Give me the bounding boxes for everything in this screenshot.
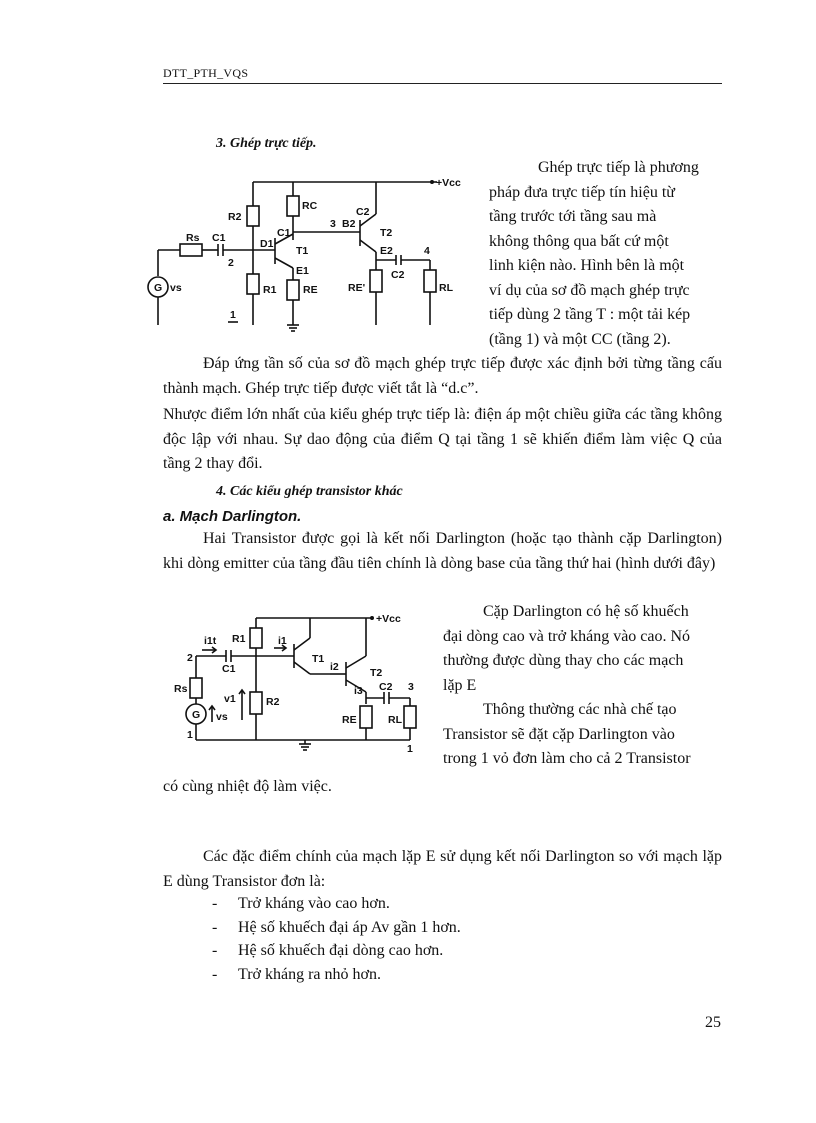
fig1-node1-label: 1 <box>230 309 236 321</box>
fig1-node4-label: 4 <box>424 245 430 257</box>
fig1-c1-label: C1 <box>212 232 226 244</box>
fig1-r2-label: R2 <box>228 211 242 223</box>
list-item: - Hệ số khuếch đại dòng cao hơn. <box>212 939 461 963</box>
section-3-title: 3. Ghép trực tiếp. <box>216 136 317 151</box>
fig2-node1-left-label: 1 <box>187 729 193 741</box>
side-line: Cặp Darlington có hệ số khuếch <box>483 603 689 620</box>
fig2-t2-label: T2 <box>370 667 383 679</box>
fig2-re-label: RE <box>342 714 357 726</box>
fig2-node3-label: 3 <box>408 681 414 693</box>
list-item: - Trở kháng ra nhỏ hơn. <box>212 963 461 987</box>
side-line: trong 1 vỏ đơn làm cho cả 2 Transistor <box>443 750 691 767</box>
fig1-b2-label: B2 <box>342 218 356 230</box>
fig1-vs-label: vs <box>170 282 182 294</box>
fig1-e1-label: E1 <box>296 265 309 277</box>
intro-line: (tầng 1) và một CC (tầng 2). <box>489 330 671 348</box>
fig1-e2-label: E2 <box>380 245 393 257</box>
fig2-c2-label: C2 <box>379 681 393 693</box>
fig1-t1-label: T1 <box>296 245 309 257</box>
list-item: - Trở kháng vào cao hơn. <box>212 892 461 916</box>
darlington-paragraph: Hai Transistor được gọi là kết nối Darlington (hoặc tạo thành cặp Darlington) khi dòng emitter của tầng đầu tiên chính là dòng base của tầng thứ hai (hình dưới đây) <box>163 530 722 572</box>
fig2-i1t-label: i1t <box>204 635 217 647</box>
fig1-t2-label: T2 <box>380 227 393 239</box>
intro-line: tầng trước tới tầng sau mà <box>489 208 657 225</box>
header-rule <box>163 83 722 84</box>
fig1-c1b-label: C1 <box>277 227 291 239</box>
fig1-r1-label: R1 <box>263 284 277 296</box>
fig2-i1-label: i1 <box>278 635 287 647</box>
intro-line: pháp đưa trực tiếp tín hiệu từ <box>489 183 675 201</box>
fig1-node3-label: 3 <box>330 218 336 230</box>
intro-line: Ghép trực tiếp là phương <box>538 159 699 176</box>
fig1-c2b-label: C2 <box>391 269 405 281</box>
side-line: đại dòng cao và trở kháng vào cao. Nó <box>443 627 691 645</box>
side-line: Thông thường các nhà chế tạo <box>483 701 677 718</box>
intro-line: linh kiện nào. Hình bên là một <box>489 257 685 274</box>
section-3-paragraph-1: Đáp ứng tần số của sơ đồ mạch ghép trực tiếp được xác định bởi từng tầng cấu thành mạch. Ghép trực tiếp được viết tắt là “d.c”. <box>163 355 722 397</box>
fig2-node1-right-label: 1 <box>407 743 413 755</box>
fig1-vcc-label: +Vcc <box>436 177 461 189</box>
fig2-rl-label: RL <box>388 714 402 726</box>
fig1-rs-label: Rs <box>186 232 200 244</box>
fig2-i3-label: i3 <box>354 685 363 697</box>
features-intro: Các đặc điểm chính của mạch lặp E sử dụng kết nối Darlington so với mạch lặp E dùng Transistor đơn là: <box>163 848 722 890</box>
running-header: DTT_PTH_VQS <box>163 66 249 80</box>
side-line: thường được dùng thay cho các mạch <box>443 652 684 669</box>
fig2-vcc-label: +Vcc <box>376 613 401 625</box>
darlington-continuation: có cùng nhiệt độ làm việc. <box>163 778 332 795</box>
fig1-c2-label: C2 <box>356 206 370 218</box>
darlington-side-text <box>443 600 722 772</box>
fig2-vs-label: vs <box>216 711 228 723</box>
side-line: Transistor sẽ đặt cặp Darlington vào <box>443 725 675 743</box>
fig2-r1-label: R1 <box>232 633 246 645</box>
fig2-i2-label: i2 <box>330 661 339 673</box>
fig2-r2-label: R2 <box>266 696 280 708</box>
darlington-circuit-diagram <box>174 610 430 755</box>
section-3-paragraph-2: Nhược điểm lớn nhất của kiểu ghép trực tiếp là: điện áp một chiều giữa các tầng không độc lập với nhau. Sự dao động của điểm Q tại tầng 1 sẽ khiến điểm làm việc Q của tầng 2 thay đổi. <box>163 406 722 472</box>
fig1-rl-label: RL <box>439 282 453 294</box>
fig1-g-label: G <box>154 282 163 294</box>
section-3-intro <box>489 156 721 352</box>
list-item: - Hệ số khuếch đại áp Av gần 1 hơn. <box>212 916 461 940</box>
fig1-node2-label: 2 <box>228 257 234 269</box>
fig2-t1-label: T1 <box>312 653 325 665</box>
fig2-c1-label: C1 <box>222 663 236 675</box>
features-list <box>212 892 461 987</box>
direct-coupling-circuit-diagram <box>150 170 470 335</box>
fig1-re2-label: RE' <box>348 282 366 294</box>
intro-line: tiếp dùng 2 tầng T : một tải kép <box>489 306 691 323</box>
section-4-title: 4. Các kiểu ghép transistor khác <box>216 484 403 499</box>
page-number: 25 <box>705 1014 721 1031</box>
fig2-g-label: G <box>192 709 201 721</box>
intro-line: không thông qua bất cứ một <box>489 232 669 250</box>
fig2-v1-label: v1 <box>224 693 236 705</box>
fig1-d1-label: D1 <box>260 238 274 250</box>
fig1-rc-label: RC <box>302 200 318 212</box>
intro-line: ví dụ của sơ đồ mạch ghép trực <box>489 281 690 299</box>
darlington-subtitle: a. Mạch Darlington. <box>163 508 302 525</box>
fig1-re-label: RE <box>303 284 318 296</box>
fig2-rs-label: Rs <box>174 683 188 695</box>
fig2-node2-label: 2 <box>187 652 193 664</box>
side-line: lặp E <box>443 676 477 694</box>
